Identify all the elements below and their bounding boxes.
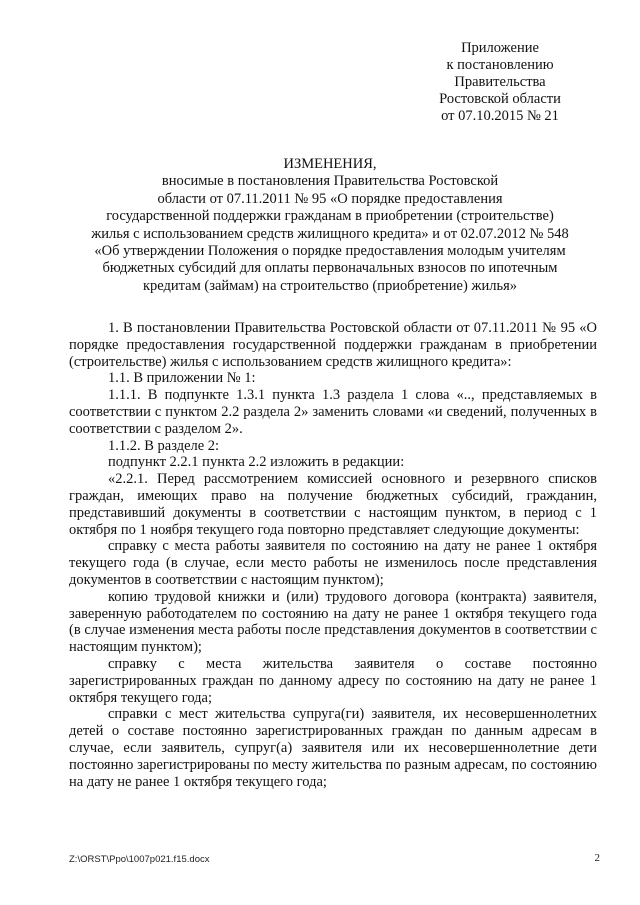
title-line: области от 07.11.2011 № 95 «О порядке предоставления [157,190,503,207]
body-paragraph: справки с мест жительства супруга(ги) заявителя, их несовершеннолетних детей о составе постоянно зарегистрированных граждан по данным адресам в случае, если заявитель, супруг(а) заявителя или их несовершеннолетние дети постоянно зарегистрированы по месту жительства по разным адресам, по состоянию на дату не ранее 1 октября текущего года; [69,706,597,790]
title-line: жилья с использованием средств жилищного кредита» и от 02.07.2012 № 548 [91,225,569,242]
title-line: «Об утверждении Положения о порядке предоставления молодым учителям [94,243,566,260]
title-heading: ИЗМЕНЕНИЯ, [283,156,377,172]
appendix-header [420,40,580,125]
footer-file-path: Z:\ORST\Ppo\1007p021.f15.docx [69,854,210,865]
body-paragraph: справку с места жительства заявителя о составе постоянно зарегистрированных граждан по данному адресу по состоянию на дату не ранее 1 октября текущего года; [69,655,597,706]
body-paragraph: 1. В постановлении Правительства Ростовской области от 07.11.2011 № 95 «О порядке предоставления государственной поддержки гражданам в приобретении (строительстве) жилья с использованием средств жилищного кредита»: [69,320,597,370]
body-paragraph: 1.1. В приложении № 1: [108,370,256,387]
title-line: бюджетных субсидий для оплаты первоначальных взносов по ипотечным [102,260,558,277]
body-paragraph: подпункт 2.2.1 пункта 2.2 изложить в редакции: [108,454,405,471]
body-paragraph: «2.2.1. Перед рассмотрением комиссией основного и резервного списков граждан, имеющих право на получение бюджетных субсидий, гражданин, представивший документы в соответствии с настоящим пунктом, в период с 1 октября по 1 ноября текущего года повторно представляет следующие документы: [69,471,597,538]
body-paragraph: копию трудовой книжки и (или) трудового договора (контракта) заявителя, заверенную работодателем по состоянию на дату не ранее 1 октября текущего года (в случае изменения места работы после представления документов в соответствии с настоящим пунктом); [69,588,597,656]
title-line: кредитам (займам) на строительство (приобретение) жилья» [142,277,517,294]
document-body [69,320,597,790]
appendix-line: Приложение [461,40,539,56]
appendix-line: от 07.10.2015 № 21 [441,108,559,124]
title-line: государственной поддержки гражданам в приобретении (строительстве) [106,208,554,225]
body-paragraph: 1.1.2. В разделе 2: [108,437,220,454]
body-paragraph: 1.1.1. В подпункте 1.3.1 пункта 1.3 раздела 1 слова «.., представляемых в соответствии с пунктом 2.2 раздела 2» заменить словами «и сведений, полученных в соответствии с разделом 2». [69,387,597,437]
appendix-line: Ростовской области [439,91,561,107]
title-line: вносимые в постановления Правительства Ростовской [161,173,499,190]
appendix-line: Правительства [454,74,546,90]
body-paragraph: справку с места работы заявителя по состоянию на дату не ранее 1 октября текущего года (в случае, если место работы не изменилось после представления документов в соответствии с настоящим пунктом); [69,538,597,588]
document-title [60,156,600,295]
footer-page-number: 2 [594,852,600,864]
appendix-line: к постановлению [446,57,554,73]
